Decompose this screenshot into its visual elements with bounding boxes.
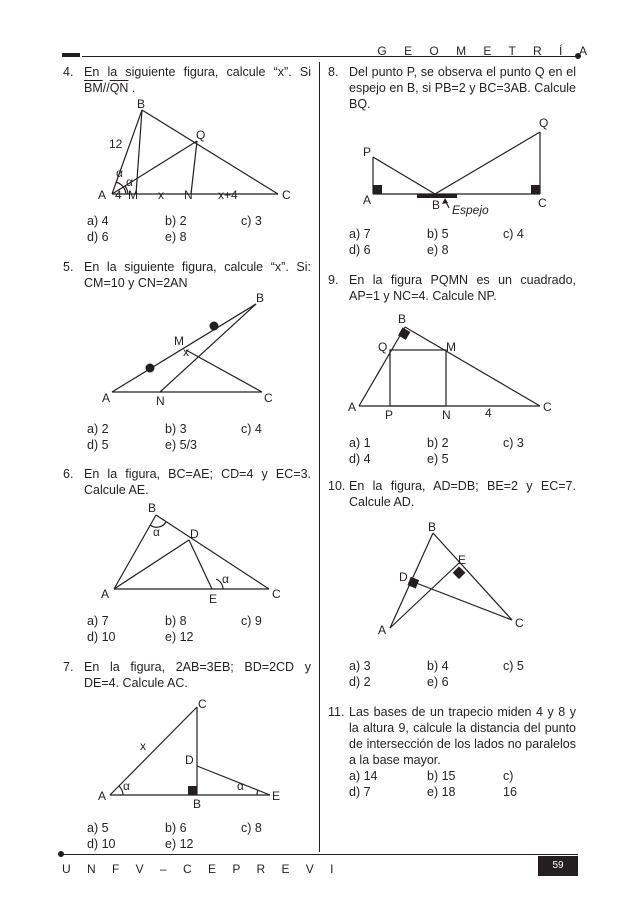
fig6-label-alpha-b: α <box>153 525 160 539</box>
option[interactable]: d) 5 <box>87 438 109 452</box>
fig4-label-12: 12 <box>109 137 123 151</box>
option[interactable]: e) 12 <box>165 630 194 644</box>
problem-7-options <box>87 821 267 853</box>
option[interactable]: a) 7 <box>349 227 371 241</box>
option[interactable]: a) 3 <box>349 659 371 673</box>
fig10-label-b: B <box>428 520 437 534</box>
option[interactable]: b) 8 <box>165 614 187 628</box>
option[interactable]: e) 8 <box>165 230 187 244</box>
option[interactable]: a) 1 <box>349 436 371 450</box>
problem-10 <box>328 478 576 514</box>
fig6-segment-ad <box>114 540 189 589</box>
problem-4-number: 4. <box>63 65 74 79</box>
page-number: 59 <box>538 856 578 876</box>
fig6-label-alpha-e: α <box>222 572 229 586</box>
problem-6 <box>63 466 311 502</box>
footer-title: U N F V – C E P R E V I <box>62 862 340 876</box>
fig6-label-a: A <box>101 587 110 601</box>
fig9-square-pqmn <box>390 350 446 406</box>
fig4-label-alpha-1: α <box>116 166 123 180</box>
fig7-label-b: B <box>193 797 202 811</box>
fig5-side-bn <box>160 304 256 392</box>
fig6-label-d: D <box>190 527 199 541</box>
problem-6-number: 6. <box>63 467 74 481</box>
column-divider <box>319 62 320 852</box>
problem-9-options <box>349 436 529 468</box>
option[interactable]: a) 14 <box>349 769 378 783</box>
fig6-label-e: E <box>209 592 218 606</box>
fig10-label-d: D <box>399 570 408 584</box>
fig4-label-x: x <box>158 188 164 202</box>
header-title: G E O M E T R Í A <box>377 44 594 58</box>
segment-qn: $\overline{QN}$ <box>109 81 129 95</box>
fig4-label-n: N <box>184 188 193 202</box>
fig6-side-ab <box>114 515 156 589</box>
fig8-label-b: B <box>432 198 441 212</box>
fig6-segment-de <box>189 540 212 589</box>
fig6-label-b: B <box>148 501 157 515</box>
fig9-label-n: N <box>442 408 451 422</box>
fig9-label-a: A <box>348 400 357 414</box>
problem-4-text: En la siguiente figura, calcule “x”. Si <box>84 65 311 79</box>
fig4-segment-qn <box>191 141 197 194</box>
option[interactable]: b) 3 <box>165 422 187 436</box>
fig10-right-angle-mark-e <box>453 566 466 579</box>
fig7-label-d: D <box>185 753 194 767</box>
fig8-ray-bq <box>435 132 540 194</box>
fig7-segment-de <box>197 766 270 795</box>
header-bar <box>62 53 80 57</box>
option[interactable]: d) 4 <box>349 452 371 466</box>
fig4-side-bc <box>142 110 278 194</box>
fig9-side-bc <box>405 327 540 406</box>
fig8-label-q: Q <box>539 116 549 130</box>
option[interactable]: c) 8 <box>241 821 262 835</box>
problem-6-text: En la figura, BC=AE; CD=4 y EC=3. Calcule AE. <box>84 467 311 497</box>
fig7-label-alpha-e: α <box>237 779 244 793</box>
option[interactable]: a) 4 <box>87 214 109 228</box>
problem-11-text: Las bases de un trapecio miden 4 y 8 y la altura 9, calcule la distancia del punto de intersección de los lados no paralelos a la base mayor. <box>349 705 576 767</box>
problem-4 <box>63 64 311 100</box>
problem-8-text: Del punto P, se observa el punto Q en el espejo en B, si PB=2 y BC=3AB. Calcule BQ. <box>349 65 576 111</box>
problem-5-text: En la siguiente figura, calcule “x”. Si: CM=10 y CN=2AN <box>84 260 311 290</box>
fig4-label-q: Q <box>196 128 206 142</box>
fig8-ray-pb <box>373 157 435 194</box>
fig10-label-c: C <box>515 616 524 630</box>
fig4-segment-aq <box>112 141 197 194</box>
fig6-label-c: C <box>272 587 281 601</box>
fig5-label-n: N <box>156 394 165 408</box>
problem-11-number: 11. <box>328 705 345 719</box>
problem-7-text: En la figura, 2AB=3EB; BD=2CD y DE=4. Calcule AC. <box>84 660 311 690</box>
option[interactable]: d) 7 <box>349 785 371 799</box>
fig7-angle-arc-e <box>257 790 258 795</box>
segment-bm: $\overline{BM}$ <box>84 81 103 95</box>
figure-7 <box>90 694 300 812</box>
problem-10-text: En la figura, AD=DB; BE=2 y EC=7. Calcule AD. <box>349 479 576 509</box>
fig4-label-alpha-2: α <box>126 175 133 189</box>
option[interactable]: e) 18 <box>427 785 456 799</box>
option[interactable]: d) 6 <box>87 230 109 244</box>
problem-8-options <box>349 227 529 259</box>
fig4-label-x-plus-4: x+4 <box>218 188 238 202</box>
fig5-label-c: C <box>264 391 273 405</box>
option[interactable]: b) 2 <box>427 436 449 450</box>
fig4-label-a: A <box>98 188 107 202</box>
option[interactable]: c) 9 <box>241 614 262 628</box>
fig10-segment-dc <box>411 581 512 620</box>
fig5-label-m: M <box>174 334 184 348</box>
option[interactable]: b) 4 <box>427 659 449 673</box>
fig9-label-4: 4 <box>485 406 492 420</box>
problem-10-options <box>349 659 529 691</box>
parallel-symbol: // <box>102 81 110 95</box>
fig6-side-bc <box>156 515 269 589</box>
option[interactable]: c) 3 <box>503 436 524 450</box>
fig7-label-alpha-a: α <box>123 779 130 793</box>
fig5-label-a: A <box>102 391 111 405</box>
problem-5-options <box>87 422 267 454</box>
fig8-label-p: P <box>363 145 372 159</box>
option[interactable]: e) 12 <box>165 837 194 851</box>
option[interactable]: b) 6 <box>165 821 187 835</box>
fig7-label-e: E <box>272 789 281 803</box>
fig7-label-x: x <box>140 739 146 753</box>
option[interactable]: b) 2 <box>165 214 187 228</box>
problem-8-number: 8. <box>328 65 339 79</box>
option[interactable]: d) 6 <box>349 243 371 257</box>
option[interactable]: a) 5 <box>87 821 109 835</box>
problem-4-text-end: . <box>128 81 136 95</box>
fig9-label-p: P <box>385 408 394 422</box>
problem-4-options <box>87 214 267 246</box>
fig5-tick-mark-2 <box>210 322 219 331</box>
option[interactable]: a) 2 <box>87 422 109 436</box>
fig7-right-angle-mark <box>188 786 197 795</box>
option[interactable]: c) 4 <box>241 422 262 436</box>
fig8-label-a: A <box>363 193 372 207</box>
fig8-mirror-arrowhead <box>442 198 448 204</box>
fig4-label-m: M <box>128 188 138 202</box>
fig5-segment-mc <box>186 350 262 392</box>
problem-11-options <box>349 769 529 801</box>
figure-5 <box>90 288 315 410</box>
option[interactable]: c) 5 <box>503 659 524 673</box>
problem-7 <box>63 659 311 695</box>
figure-6 <box>92 498 302 608</box>
fig7-label-c: C <box>198 697 207 711</box>
option[interactable]: e) 5/3 <box>165 438 197 452</box>
option[interactable]: e) 5 <box>427 452 449 466</box>
option[interactable]: d) 2 <box>349 675 371 689</box>
figure-4 <box>80 96 310 208</box>
footer-rule <box>62 854 578 855</box>
fig4-label-4: 4 <box>115 188 122 202</box>
fig5-label-b: B <box>256 291 265 305</box>
figure-8 <box>355 112 580 222</box>
option[interactable]: d) 10 <box>87 630 116 644</box>
fig9-label-q: Q <box>378 340 388 354</box>
fig4-label-b: B <box>137 97 146 111</box>
fig9-label-c: C <box>543 400 552 414</box>
problem-8 <box>328 64 576 116</box>
fig8-label-mirror: Espejo <box>452 203 489 217</box>
problem-6-options <box>87 614 267 646</box>
problem-9 <box>328 272 576 308</box>
option[interactable]: c) 16 <box>503 769 517 799</box>
figure-10 <box>370 516 545 641</box>
figure-9 <box>345 310 560 422</box>
option[interactable]: c) 4 <box>503 227 524 241</box>
fig9-side-ab <box>359 327 405 406</box>
option[interactable]: c) 3 <box>241 214 262 228</box>
fig9-label-m: M <box>446 340 456 354</box>
fig10-label-a: A <box>378 623 387 637</box>
option[interactable]: b) 5 <box>427 227 449 241</box>
problem-9-number: 9. <box>328 273 339 287</box>
fig10-label-e: E <box>458 553 467 567</box>
option[interactable]: d) 10 <box>87 837 116 851</box>
fig8-right-angle-mark-c <box>531 185 540 194</box>
fig4-label-c: C <box>282 188 291 202</box>
problem-9-text: En la figura PQMN es un cuadrado, AP=1 y NC=4. Calcule NP. <box>349 273 576 303</box>
option[interactable]: a) 7 <box>87 614 109 628</box>
problem-11 <box>328 704 576 770</box>
option[interactable]: e) 8 <box>427 243 449 257</box>
fig5-label-x: x <box>183 345 189 359</box>
fig5-tick-mark-1 <box>146 364 155 373</box>
fig7-label-a: A <box>98 789 107 803</box>
problem-5-number: 5. <box>63 260 74 274</box>
problem-7-number: 7. <box>63 660 74 674</box>
option[interactable]: b) 15 <box>427 769 456 783</box>
problem-10-number: 10. <box>328 479 346 493</box>
fig8-label-c: C <box>538 196 547 210</box>
fig9-label-b: B <box>398 312 407 326</box>
option[interactable]: e) 6 <box>427 675 449 689</box>
fig8-right-angle-mark-a <box>373 185 382 194</box>
